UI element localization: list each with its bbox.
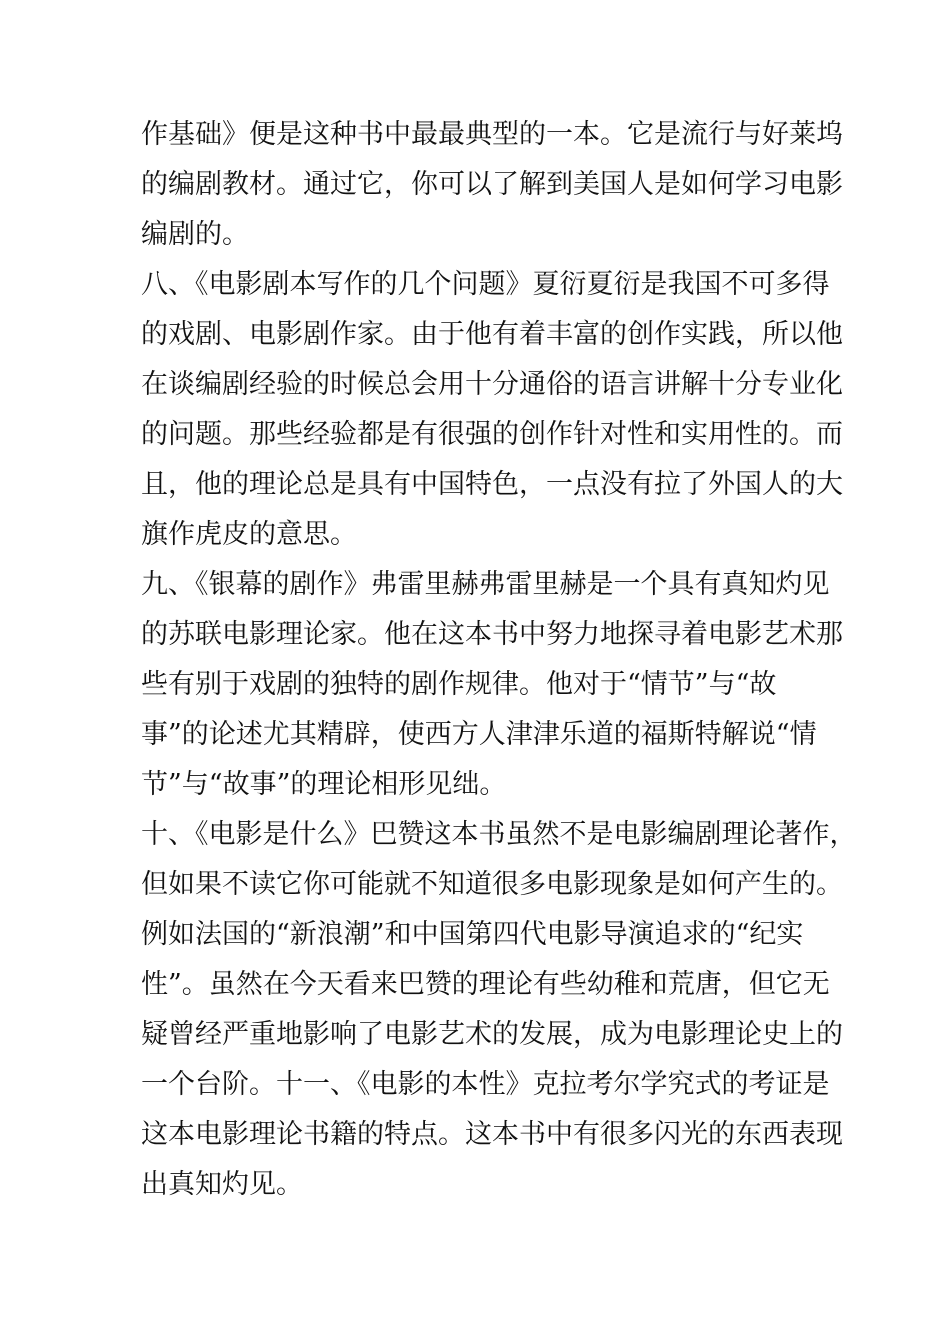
text-line: 事”的论述尤其精辟，使西方人津津乐道的福斯特解说“情 xyxy=(141,719,817,750)
text-line: 编剧的。 xyxy=(141,219,249,250)
text-line: 旗作虎皮的意思。 xyxy=(141,519,357,550)
text-line: 作基础》便是这种书中最最典型的一本。它是流行与好莱坞 xyxy=(141,119,843,150)
text-line: 的问题。那些经验都是有很强的创作针对性和实用性的。而 xyxy=(141,419,843,450)
text-line: 八、《电影剧本写作的几个问题》夏衍夏衍是我国不可多得 xyxy=(141,269,830,300)
text-line: 些有别于戏剧的独特的剧作规律。他对于“情节”与“故 xyxy=(141,669,777,700)
text-line: 这本电影理论书籍的特点。这本书中有很多闪光的东西表现 xyxy=(141,1119,843,1150)
text-line: 出真知灼见。 xyxy=(141,1169,303,1200)
text-line: 疑曾经严重地影响了电影艺术的发展，成为电影理论史上的 xyxy=(141,1019,843,1050)
text-line: 的戏剧、电影剧作家。由于他有着丰富的创作实践，所以他 xyxy=(141,319,843,350)
text-line: 十、《电影是什么》巴赞这本书虽然不是电影编剧理论著作， xyxy=(141,819,857,850)
text-line: 性”。虽然在今天看来巴赞的理论有些幼稚和荒唐，但它无 xyxy=(141,969,830,1000)
text-line: 的苏联电影理论家。他在这本书中努力地探寻着电影艺术那 xyxy=(141,619,843,650)
text-line: 例如法国的“新浪潮”和中国第四代电影导演追求的“纪实 xyxy=(141,919,804,950)
text-line: 九、《银幕的剧作》弗雷里赫弗雷里赫是一个具有真知灼见 xyxy=(141,569,830,600)
text-line: 的编剧教材。通过它，你可以了解到美国人是如何学习电影 xyxy=(141,169,843,200)
text-line: 在谈编剧经验的时候总会用十分通俗的语言讲解十分专业化 xyxy=(141,369,843,400)
text-line: 且，他的理论总是具有中国特色，一点没有拉了外国人的大 xyxy=(141,469,843,500)
text-line: 节”与“故事”的理论相形见绌。 xyxy=(141,769,507,800)
text-line: 一个台阶。十一、《电影的本性》克拉考尔学究式的考证是 xyxy=(141,1069,830,1100)
text-line: 但如果不读它你可能就不知道很多电影现象是如何产生的。 xyxy=(141,869,843,900)
body-text xyxy=(141,110,857,1210)
